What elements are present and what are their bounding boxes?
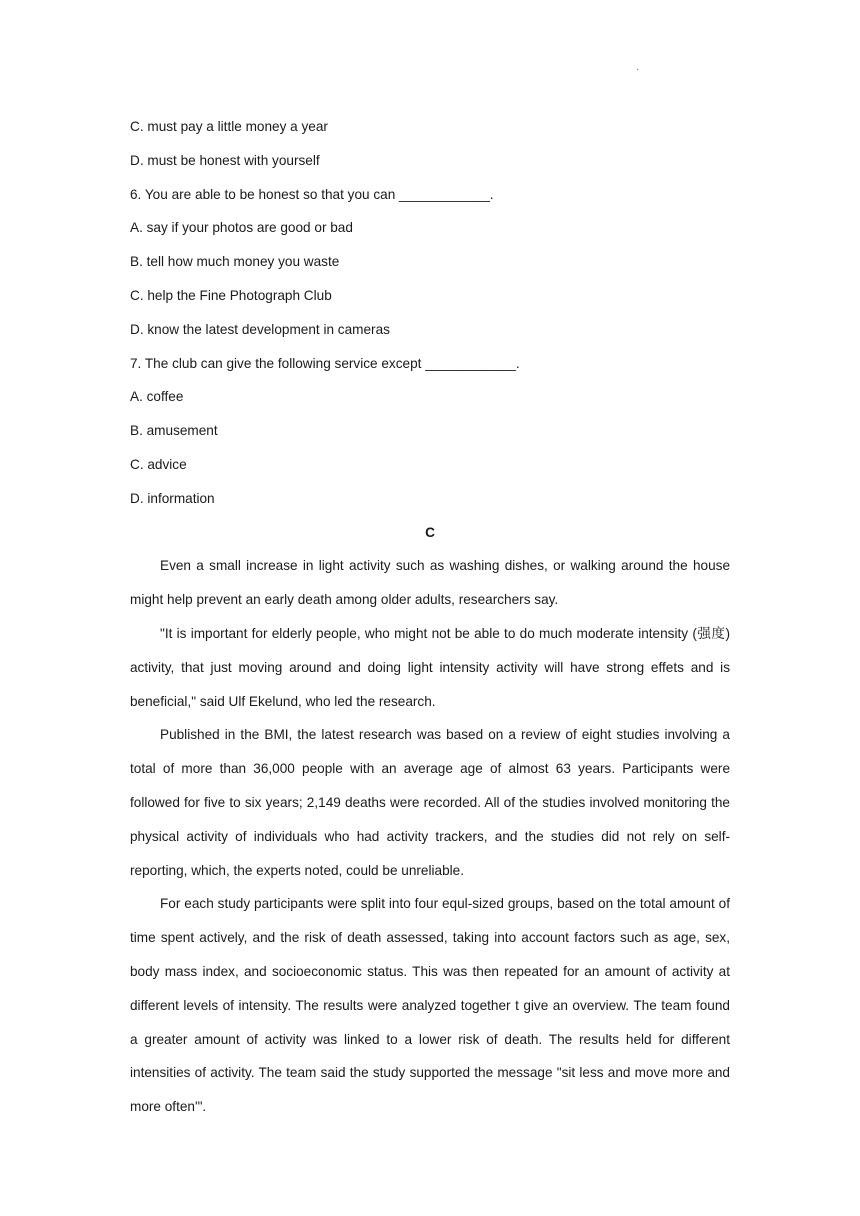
q5-option-d: D. must be honest with yourself: [130, 152, 320, 168]
q7-option-d: D. information: [130, 490, 215, 506]
paragraph-2: "It is important for elderly people, who might not be able to do much moderate intensity (强度) activity, that just moving around and doing light intensity activity will have strong effets and is beneficial," said Ulf Ekelund, who led the research.: [130, 625, 730, 709]
q6-option-c: C. help the Fine Photograph Club: [130, 287, 332, 303]
q6-option-d: D. know the latest development in cameras: [130, 321, 390, 337]
q7-option-a: A. coffee: [130, 389, 184, 405]
q7-question: 7. The club can give the following service except ____________.: [130, 355, 520, 371]
q6-option-b: B. tell how much money you waste: [130, 254, 340, 270]
paragraph-1: Even a small increase in light activity such as washing dishes, or walking around the house might help prevent an early death among older adults, researchers say.: [130, 558, 730, 608]
paragraph-4: For each study participants were split into four equl-sized groups, based on the total amount of time spent actively, and the risk of death assessed, taking into account factors such as age, sex, body mass index, and socioeconomic status. This was then repeated for an amount of activity at different levels of intensity. The results were analyzed together t give an overview. The team found a greater amount of activity was linked to a lower risk of death. The results held for different intensities of activity. The team said the study supported the message "sit less and move more and more often'".: [130, 896, 730, 1115]
section-title: C: [425, 524, 435, 540]
q7-option-b: B. amusement: [130, 423, 218, 439]
document-content: [130, 110, 730, 1124]
paragraph-3: Published in the BMI, the latest research was based on a review of eight studies involving a total of more than 36,000 people with an average age of almost 63 years. Participants were followed for five to six years; 2,149 deaths were recorded. All of the studies involved monitoring the physical activity of individuals who had activity trackers, and the studies did not rely on self-reporting, which, the experts noted, could be unreliable.: [130, 727, 730, 878]
q5-option-c: C. must pay a little money a year: [130, 119, 328, 134]
q6-question: 6. You are able to be honest so that you can ____________.: [130, 186, 494, 202]
q7-option-c: C. advice: [130, 456, 187, 472]
page-marker: ·: [636, 64, 640, 75]
q6-option-a: A. say if your photos are good or bad: [130, 220, 353, 236]
